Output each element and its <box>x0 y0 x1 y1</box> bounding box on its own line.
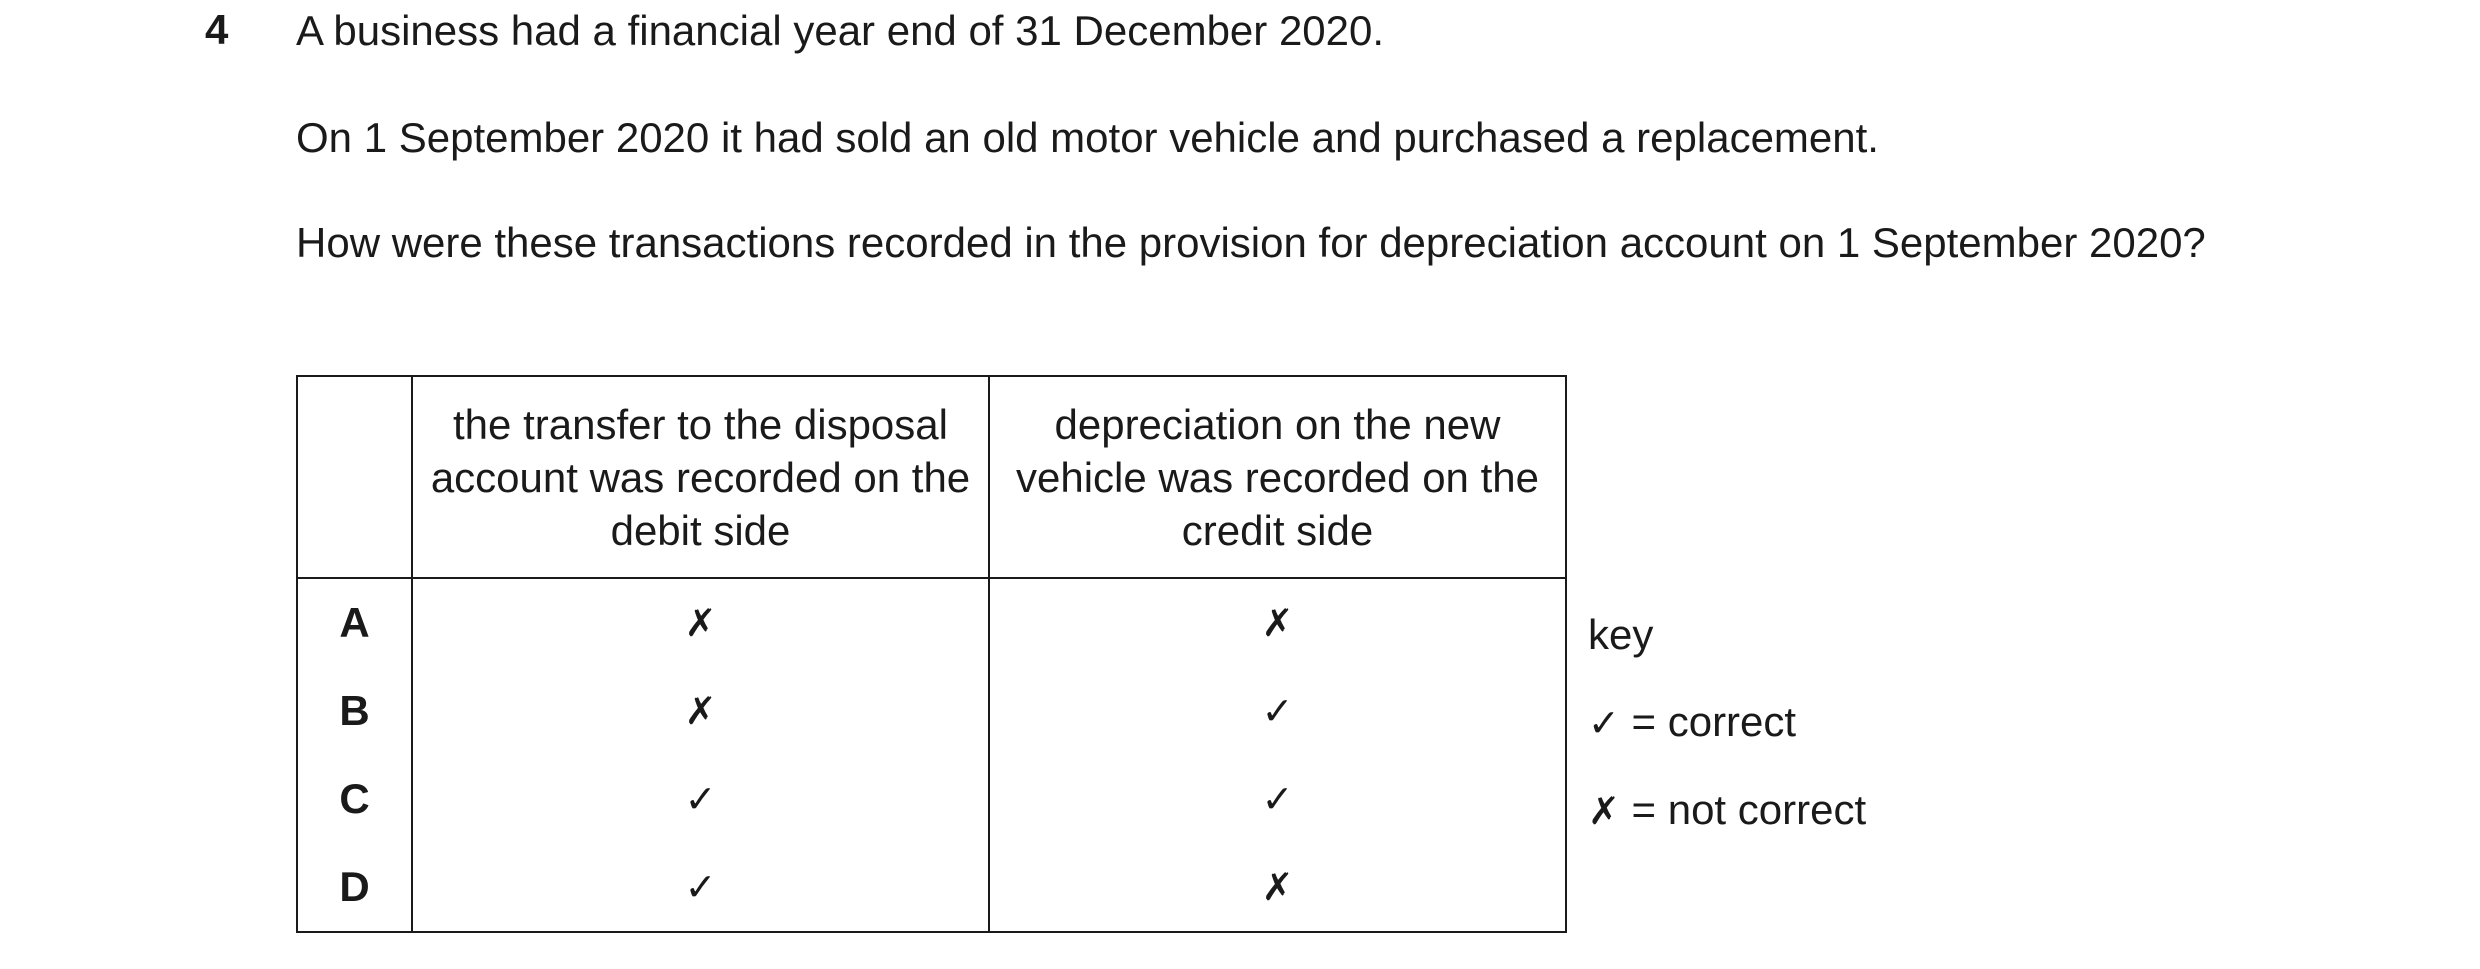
option-c-depreciation-mark: ✓ <box>989 755 1566 843</box>
option-d-disposal-mark: ✓ <box>412 843 989 932</box>
option-a-depreciation-mark: ✗ <box>989 578 1566 667</box>
table-row <box>297 843 1566 932</box>
cross-icon: ✗ <box>1588 789 1620 833</box>
table-header-disposal-debit: the transfer to the disposal account was recorded on the debit side <box>412 376 989 578</box>
option-letter-d: D <box>297 843 412 932</box>
question-number: 4 <box>205 6 229 53</box>
table-header-depreciation-credit: depreciation on the new vehicle was recorded on the credit side <box>989 376 1566 578</box>
option-b-depreciation-mark: ✓ <box>989 667 1566 755</box>
key-not-correct-label: = not correct <box>1619 786 1867 833</box>
table-row <box>297 755 1566 843</box>
question-paragraph-1: A business had a financial year end of 31 December 2020. <box>296 7 1385 54</box>
key-correct <box>1588 695 1796 750</box>
option-c-disposal-mark: ✓ <box>412 755 989 843</box>
key-title: key <box>1588 611 1654 658</box>
option-b-disposal-mark: ✗ <box>412 667 989 755</box>
key-not-correct <box>1588 783 1866 838</box>
question-paragraph-2: On 1 September 2020 it had sold an old motor vehicle and purchased a replacement. <box>296 114 1879 161</box>
option-a-disposal-mark: ✗ <box>412 578 989 667</box>
key-correct-label: = correct <box>1619 698 1797 745</box>
question-paragraph-3: How were these transactions recorded in the provision for depreciation account on 1 September 2020? <box>296 219 2206 266</box>
table-header-blank <box>297 376 412 578</box>
check-icon: ✓ <box>1588 701 1620 745</box>
option-letter-c: C <box>297 755 412 843</box>
table-row <box>297 578 1566 667</box>
options-table <box>296 375 1567 933</box>
table-row <box>297 667 1566 755</box>
table-header-row <box>297 376 1566 578</box>
option-letter-a: A <box>297 578 412 667</box>
option-d-depreciation-mark: ✗ <box>989 843 1566 932</box>
option-letter-b: B <box>297 667 412 755</box>
